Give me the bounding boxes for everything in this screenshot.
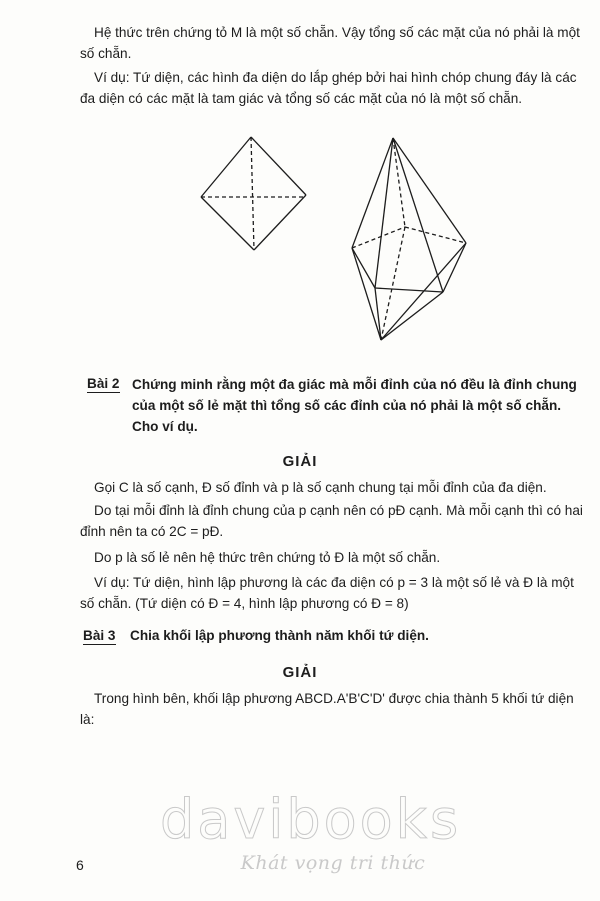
bai-3-solution-heading: GIẢI — [282, 664, 318, 681]
bai-2-solution-heading: GIẢI — [282, 453, 318, 470]
watermark-tagline: Khát vọng tri thức — [240, 852, 426, 874]
bai-3-label: Bài 3 — [83, 628, 116, 643]
bai-2-paragraph-4: Ví dụ: Tứ diện, hình lập phương là các đa diện có p = 3 là một số lẻ và Đ là một số chẵn. (Tứ diện có Đ = 4, hình lập phương có Đ = 8) — [80, 575, 574, 611]
bipyramid-figure — [352, 138, 466, 340]
watermark-logo: davibooks — [160, 788, 462, 851]
bai-3-problem: Chia khối lập phương thành năm khối tứ diện. — [130, 628, 429, 643]
bai-2-paragraph-2: Do tại mỗi đỉnh là đỉnh chung của p cạnh nên có pĐ cạnh. Mà mỗi cạnh thì có hai đỉnh nên ta có 2C = pĐ. — [80, 503, 583, 539]
paragraph-1: Hệ thức trên chứng tỏ M là một số chẵn. Vậy tổng số các mặt của nó phải là một số chẵn. — [80, 25, 580, 61]
bai-3-paragraph-1: Trong hình bên, khối lập phương ABCD.A'B'C'D' được chia thành 5 khối tứ diện là: — [80, 691, 574, 727]
bai-2-paragraph-1: Gọi C là số cạnh, Đ số đỉnh và p là số cạnh chung tại mỗi đỉnh của đa diện. — [94, 480, 547, 495]
octahedron-figure — [201, 137, 306, 250]
bai-2-problem: Chứng minh rằng một đa giác mà mỗi đỉnh của nó đều là đỉnh chung của một số lẻ mặt thì tổng số các đỉnh của nó phải là một số chẵn. Cho ví dụ. — [132, 377, 577, 434]
bai-2-paragraph-3: Do p là số lẻ nên hệ thức trên chứng tỏ Đ là một số chẵn. — [94, 550, 441, 565]
page-number: 6 — [76, 857, 84, 873]
paragraph-2: Ví dụ: Tứ diện, các hình đa diện do lắp ghép bởi hai hình chóp chung đáy là các đa diện có các mặt là tam giác và tổng số các mặt của nó là một số chẵn. — [80, 70, 577, 106]
bai-2-label: Bài 2 — [87, 376, 120, 391]
